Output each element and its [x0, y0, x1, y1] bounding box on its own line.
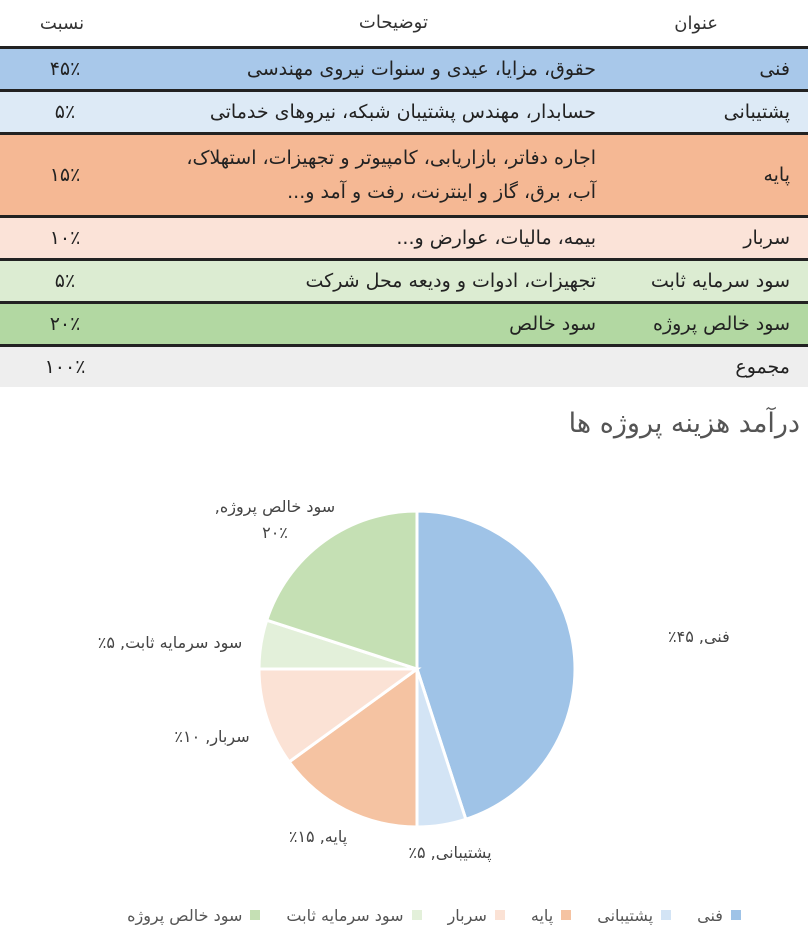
slice-label: پایه, ۱۵٪	[288, 827, 348, 846]
description-line: آب، برق، گاز و اینترنت، رفت و آمد و...	[287, 181, 596, 203]
row-description	[176, 347, 596, 387]
row-percent: ۲۰٪	[49, 313, 81, 335]
slice-label: سود خالص پروژه, ۲۰٪	[214, 497, 336, 542]
legend-label: پشتیبانی	[597, 905, 654, 925]
legend-swatch	[495, 910, 505, 920]
cost-table	[0, 0, 808, 387]
row-percent: ۴۵٪	[49, 58, 81, 80]
legend-item	[127, 906, 260, 925]
description-line: بیمه، مالیات، عوارض و...	[396, 227, 596, 249]
table-row	[0, 135, 808, 218]
row-description	[176, 135, 596, 215]
legend-item	[697, 906, 741, 925]
row-description	[176, 261, 596, 301]
row-title: پایه	[763, 164, 790, 186]
row-percent: ۱۰٪	[49, 227, 81, 249]
row-description	[176, 304, 596, 344]
legend-label: فنی	[697, 905, 723, 925]
legend-item	[597, 906, 671, 925]
table-row	[0, 218, 808, 261]
legend-swatch	[731, 910, 741, 920]
table-row	[0, 261, 808, 304]
header-title: عنوان	[674, 12, 718, 34]
legend-item	[531, 906, 571, 925]
chart-legend	[0, 902, 808, 928]
legend-label: پایه	[530, 905, 554, 925]
legend-label: سود خالص پروژه	[127, 905, 243, 925]
row-title: پشتیبانی	[723, 101, 790, 123]
legend-swatch	[250, 910, 260, 920]
slice-label: سربار, ۱۰٪	[174, 727, 250, 746]
row-description	[176, 92, 596, 132]
row-title: فنی	[759, 58, 790, 80]
row-title: مجموع	[735, 356, 790, 378]
row-percent: ۵٪	[54, 101, 76, 123]
slice-label: فنی, ۴۵٪	[668, 627, 730, 646]
row-description	[176, 218, 596, 258]
header-percent: نسبت	[39, 12, 85, 34]
row-percent: ۱۵٪	[49, 164, 81, 186]
description-line: سود خالص	[509, 313, 596, 335]
slice-label: سود سرمایه ثابت, ۵٪	[97, 633, 243, 652]
pie-chart	[0, 470, 808, 890]
legend-item	[286, 906, 421, 925]
description-line: تجهیزات، ادوات و ودیعه محل شرکت	[305, 270, 596, 292]
legend-label: سود سرمایه ثابت	[286, 905, 404, 925]
description-line: اجاره دفاتر، بازاریابی، کامپیوتر و تجهیزات، استهلاک،	[186, 147, 596, 169]
slice-label: پشتیبانی, ۵٪	[408, 843, 492, 862]
header-description: توضیحات	[358, 12, 428, 33]
row-title: سود سرمایه ثابت	[650, 270, 790, 292]
row-percent: ۵٪	[54, 270, 76, 292]
legend-item	[448, 906, 505, 925]
table-header	[0, 0, 808, 49]
table-row	[0, 347, 808, 387]
description-line: حقوق، مزایا، عیدی و سنوات نیروی مهندسی	[246, 58, 596, 80]
description-line: حسابدار، مهندس پشتیبان شبکه، نیروهای خدماتی	[209, 101, 596, 123]
legend-swatch	[561, 910, 571, 920]
legend-label: سربار	[447, 905, 487, 925]
table-row	[0, 49, 808, 92]
legend-swatch	[661, 910, 671, 920]
row-title: سود خالص پروژه	[653, 313, 790, 335]
row-percent: ۱۰۰٪	[44, 356, 86, 378]
row-title: سربار	[743, 227, 790, 249]
legend-swatch	[412, 910, 422, 920]
table-row	[0, 92, 808, 135]
row-description	[176, 49, 596, 89]
chart-title: درآمد هزینه پروژه ها	[568, 408, 800, 439]
table-row	[0, 304, 808, 347]
